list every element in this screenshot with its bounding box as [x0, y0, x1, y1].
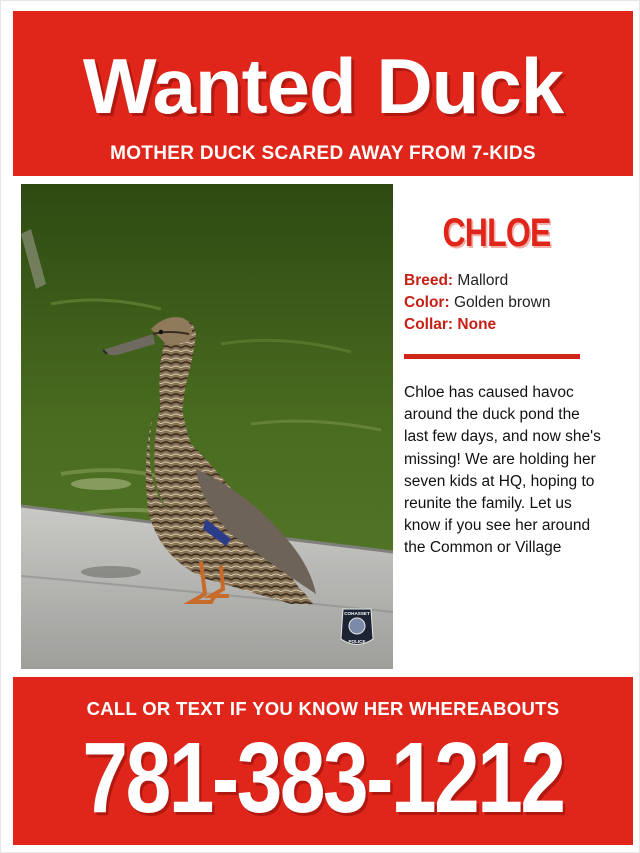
fact-value: Mallord [457, 272, 509, 289]
badge-top-text: COHASSET [344, 611, 370, 616]
call-to-action: CALL OR TEXT IF YOU KNOW HER WHEREABOUTS [86, 698, 560, 719]
badge-bottom-text: POLICE [348, 639, 366, 644]
fact-collar [404, 314, 604, 336]
police-badge-icon [341, 609, 373, 645]
duck-info [404, 211, 604, 336]
fact-label: Color: [404, 294, 450, 311]
fact-label: Collar: [404, 316, 454, 333]
footer-banner [13, 677, 633, 845]
fact-value: Golden brown [453, 294, 551, 311]
header-banner [13, 11, 633, 176]
fact-value: None [457, 316, 497, 333]
poster-title: Wanted Duck [82, 42, 564, 130]
fact-breed [404, 270, 604, 292]
duck-name: CHLOE [442, 211, 551, 255]
duck-description: Chloe has caused havoc around the duck pond the last few days, and now she's missing! We are holding her seven kids at HQ, hoping to reunite the family. Let us know if you see her around the Common or Village [404, 384, 601, 557]
duck-photo [21, 184, 393, 669]
duck-facts [404, 270, 604, 336]
poster-subtitle: MOTHER DUCK SCARED AWAY FROM 7-KIDS [110, 143, 536, 164]
divider [404, 354, 580, 359]
fact-label: Breed: [404, 272, 454, 289]
phone-number: 781-383-1212 [82, 722, 564, 834]
fact-color [404, 292, 604, 314]
